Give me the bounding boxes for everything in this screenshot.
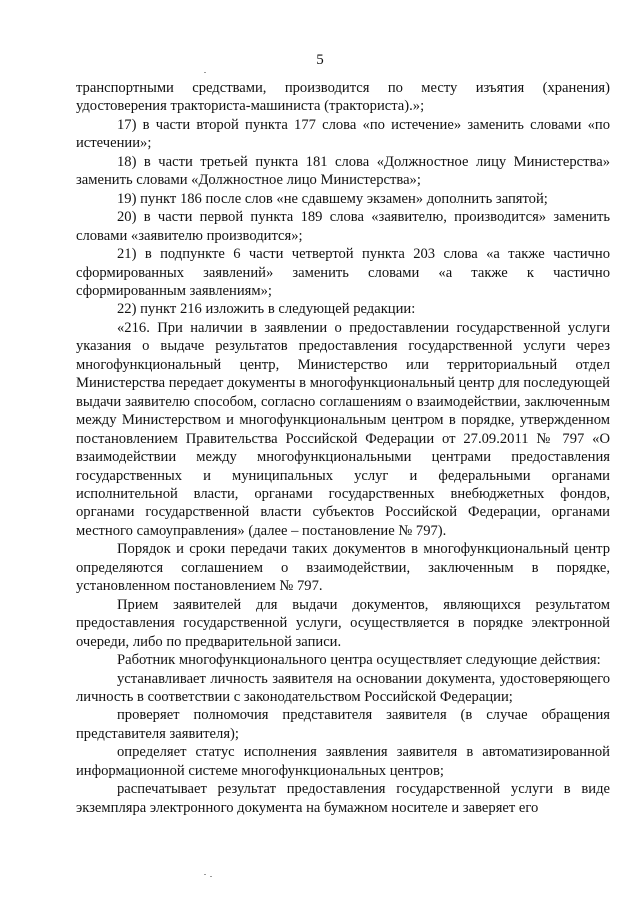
scan-speck <box>210 876 212 877</box>
paragraph-continuation: транспортными средствами, производится по месту изъятия (хранения) удостоверения тракториста-машиниста (тракториста).»; <box>76 80 610 115</box>
paragraph-item-17: 17) в части второй пункта 177 слова «по истечение» заменить словами «по истечении»; <box>76 116 610 152</box>
paragraph-identify: устанавливает личность заявителя на основании документа, удостоверяющего личность в соответствии с законодательством Российской Федерации; <box>76 670 610 705</box>
scan-speck <box>204 72 206 73</box>
paragraph-item-20: 20) в части первой пункта 189 слова «заявителю, производится» заменить словами «заявителю производится»; <box>76 209 610 244</box>
paragraph-transfer-terms: Порядок и сроки передачи таких документов в многофункциональный центр определяются соглашением о взаимодействии, заключенным в порядке, установленном постановлением № 797. <box>76 541 610 595</box>
paragraph-216: «216. При наличии в заявлении о предоставлении государственной услуги указания о выдаче результатов предоставления государственной услуги через многофункциональный центр, Министерство или территориальный отдел Министерства передает документы в многофункциональный центр для последующей выдачи заявителю способом, согласно соглашениям о взаимодействии, заключенным между Министерством и многофункциональным центром в порядке, утвержденном постановлением Правительства Российской Федерации от 27.09.2011 № 797 «О взаимодействии между многофункциональными центрами предоставления государственных и муниципальных услуг и федеральными органами исполнительной власти, органами государственных внебюджетных фондов, органами государственной власти субъектов Российской Федерации, органами местного самоуправления» (далее – постановление № 797). <box>76 319 610 539</box>
paragraph-status: определяет статус исполнения заявления заявителя в автоматизированной информационной системе многофункциональных центров; <box>76 744 610 779</box>
paragraph-reception: Прием заявителей для выдачи документов, являющихся результатом предоставления государственной услуги, осуществляется в порядке электронной очереди, либо по предварительной записи. <box>76 596 610 650</box>
paragraph-item-19: 19) пункт 186 после слов «не сдавшему экзамен» дополнить запятой; <box>117 190 548 207</box>
scan-speck <box>204 874 206 875</box>
paragraph-item-18: 18) в части третьей пункта 181 слова «Должностное лицу Министерства» заменить словами «Должностное лицо Министерства»; <box>76 153 610 189</box>
paragraph-item-22: 22) пункт 216 изложить в следующей редакции: <box>117 301 416 318</box>
page-number: 5 <box>316 52 324 68</box>
paragraph-worker-actions: Работник многофункционального центра осуществляет следующие действия: <box>117 652 601 669</box>
paragraph-print: распечатывает результат предоставления государственной услуги в виде экземпляра электронного документа на бумажном носителе и заверяет его <box>76 781 610 816</box>
paragraph-item-21: 21) в подпункте 6 части четвертой пункта 203 слова «а также частично сформированных заявлений» заменить словами «а также к частично сформированным заявлениям»; <box>76 246 610 299</box>
paragraph-check-authority: проверяет полномочия представителя заявителя (в случае обращения представителя заявителя); <box>76 707 610 742</box>
document-body <box>76 79 610 817</box>
